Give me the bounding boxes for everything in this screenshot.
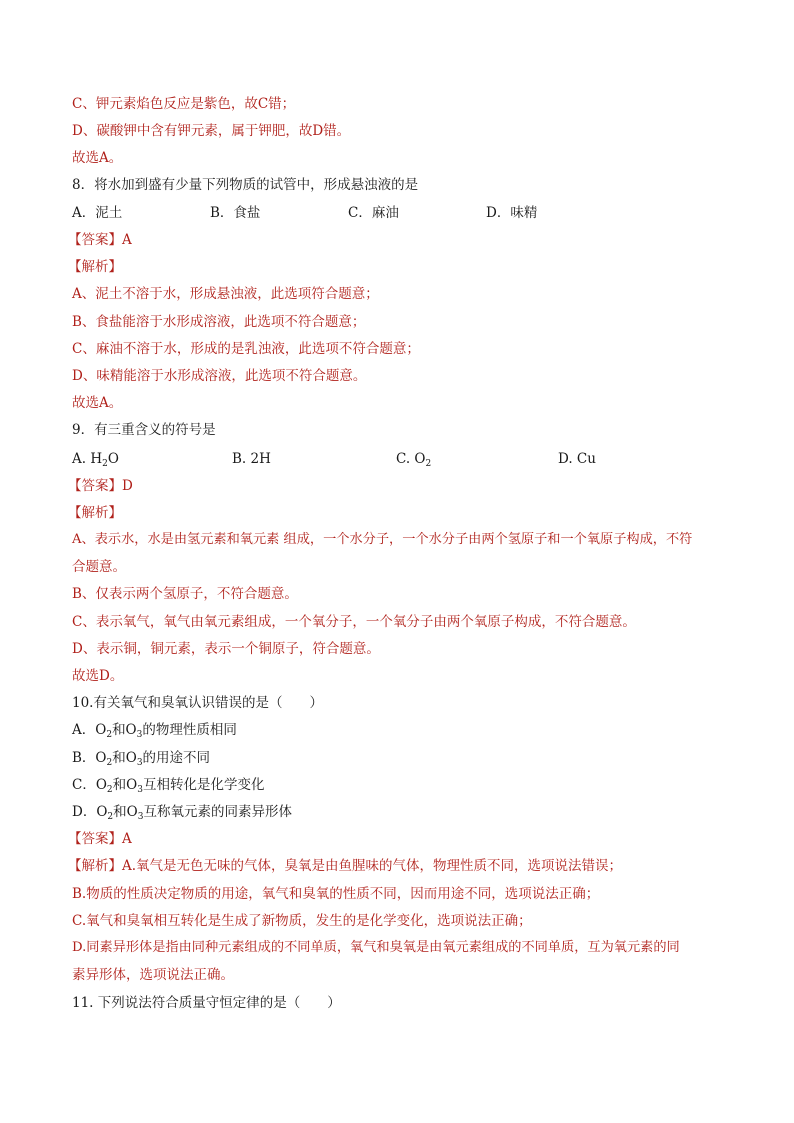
q11-stem: 11. 下列说法符合质量守恒定律的是（ ） <box>72 995 341 1011</box>
q9-analysis-title: 【解析】 <box>68 505 122 521</box>
q8-answer: 【答案】A <box>68 232 132 248</box>
q9-analysis-b: B、仅表示两个氢原子，不符合题意。 <box>72 586 298 602</box>
q8-stem: 8．将水加到盛有少量下列物质的试管中，形成悬浊液的是 <box>72 177 419 193</box>
q8-analysis-title: 【解析】 <box>68 259 122 275</box>
prev-analysis-d: D、碳酸钾中含有钾元素，属于钾肥，故D错。 <box>72 123 351 139</box>
q10-option-c: C．$O_2$和$O_3$互相转化是化学变化 <box>72 777 265 795</box>
q10-stem: 10.有关氧气和臭氧认识错误的是（ ） <box>72 695 323 711</box>
prev-analysis-c: C、钾元素焰色反应是紫色，故C错； <box>72 96 296 112</box>
q9-option-b: B. 2H <box>232 451 271 467</box>
q10-analysis-d-line2: 素异形体，选项说法正确。 <box>72 967 234 983</box>
q8-analysis-d: D、味精能溶于水形成溶液，此选项不符合题意。 <box>72 368 367 384</box>
q9-analysis-d: D、表示铜，铜元素，表示一个铜原子，符合题意。 <box>72 641 380 657</box>
q8-analysis-a: A、泥土不溶于水，形成悬浊液，此选项符合题意； <box>72 286 379 302</box>
q9-option-d: D. Cu <box>558 451 596 467</box>
q8-analysis-b: B、食盐能溶于水形成溶液，此选项不符合题意； <box>72 314 366 330</box>
q8-option-b: B．食盐 <box>210 205 261 221</box>
q9-analysis-c: C、表示氧气，氧气由氧元素组成，一个氧分子，一个氧分子由两个氧原子构成，不符合题意。 <box>72 614 636 630</box>
q8-option-c: C．麻油 <box>348 205 399 221</box>
q9-option-a: A. $H_2O$ <box>72 451 119 469</box>
q9-analysis-a-line2: 合题意。 <box>72 559 126 575</box>
q9-answer: 【答案】D <box>68 478 133 494</box>
q9-analysis-a-line1: A、表示水，水是由氢元素和氧元素 组成，一个水分子，一个水分子由两个氢原子和一个氧原子构成，不符 <box>72 532 693 547</box>
q8-option-d: D．味精 <box>486 205 538 221</box>
q10-analysis-c: C.氧气和臭氧相互转化是生成了新物质，发生的是化学变化，选项说法正确； <box>72 913 532 929</box>
q8-option-a: A．泥土 <box>72 205 123 221</box>
q10-option-d: D．$O_2$和$O_3$互称氧元素的同素异形体 <box>72 804 292 822</box>
q8-conclusion: 故选A。 <box>72 395 123 411</box>
q9-conclusion: 故选D。 <box>72 668 124 684</box>
q8-analysis-c: C、麻油不溶于水，形成的是乳浊液，此选项不符合题意； <box>72 341 420 357</box>
q10-analysis-b: B.物质的性质决定物质的用途，氧气和臭氧的性质不同，因而用途不同，选项说法正确； <box>72 886 600 902</box>
q10-option-a: A．$O_2$和$O_3$的物理性质相同 <box>72 722 237 740</box>
q9-option-c: C. $O_2$ <box>396 451 432 469</box>
q10-analysis-d-line1: D.同素异形体是指由同种元素组成的不同单质，氧气和臭氧是由氧元素组成的不同单质，互为氧元素的同 <box>72 940 680 955</box>
q10-answer: 【答案】A <box>68 831 132 847</box>
q10-option-b: B．$O_2$和$O_3$的用途不同 <box>72 750 211 768</box>
q10-analysis-line-a: 【解析】A.氧气是无色无味的气体，臭氧是由鱼腥味的气体，物理性质不同，选项说法错误； <box>68 858 623 874</box>
q9-stem: 9．有三重含义的符号是 <box>72 422 216 438</box>
prev-conclusion: 故选A。 <box>72 150 123 166</box>
